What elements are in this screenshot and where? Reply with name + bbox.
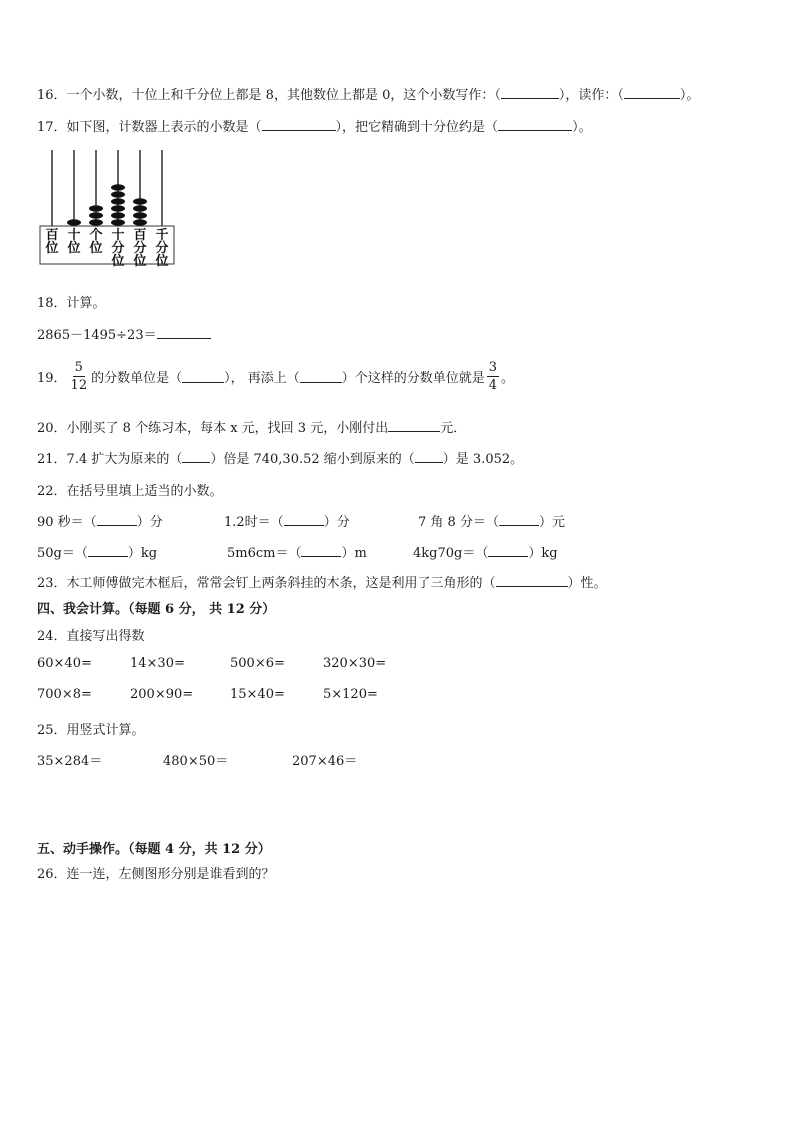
q19-frac1-denominator: 12 bbox=[70, 377, 88, 393]
q22-item-5 bbox=[227, 542, 367, 561]
q19-answer-blank-1[interactable] bbox=[182, 369, 224, 383]
abacus-label-char: 个 bbox=[89, 228, 103, 243]
abacus-bead bbox=[133, 205, 147, 211]
abacus-label-char: 位 bbox=[111, 254, 125, 269]
q17-end: ）。 bbox=[572, 120, 592, 135]
abacus-bead bbox=[111, 198, 125, 204]
q19-text2: ）， 再添上（ bbox=[224, 370, 300, 386]
q22-item-2-pre: 1.2时＝（ bbox=[224, 515, 284, 530]
q23-end: ）性。 bbox=[567, 576, 607, 591]
abacus-label-char: 十 bbox=[111, 228, 125, 243]
question-16 bbox=[37, 84, 699, 103]
q24-item: 500×6= bbox=[230, 656, 285, 671]
q22-item-2-post: ）分 bbox=[323, 515, 350, 530]
abacus-label-char: 百 bbox=[45, 228, 59, 243]
q22-item-5-blank[interactable] bbox=[301, 543, 341, 557]
q19-fraction-2 bbox=[487, 361, 499, 392]
abacus-base bbox=[40, 226, 174, 264]
q20-text: 20．小刚买了 8 个练习本，每本 x 元，找回 3 元，小刚付出 bbox=[37, 421, 389, 436]
abacus-bead bbox=[89, 212, 103, 218]
q22-item-4-post: ）kg bbox=[127, 546, 158, 561]
q20-end: 元． bbox=[440, 421, 467, 436]
section-5-heading: 五、动手操作。（每题 4 分，共 12 分） bbox=[37, 842, 271, 857]
abacus-label-char: 位 bbox=[67, 241, 81, 256]
q17-text: 17．如下图，计数器上表示的小数是（ bbox=[37, 120, 262, 135]
abacus-label-char: 位 bbox=[155, 254, 169, 269]
q21-end: ）是 3.052。 bbox=[442, 452, 524, 467]
q22-item-6-post: ）kg bbox=[528, 546, 558, 561]
q16-text: 16．一个小数，十位上和千分位上都是 8，其他数位上都是 0，这个小数写作：（ bbox=[37, 88, 501, 103]
question-18-expression bbox=[37, 324, 211, 343]
q25-item: 35×284＝ bbox=[37, 754, 103, 769]
q19-frac1-numerator: 5 bbox=[74, 359, 83, 375]
q22-item-4-pre: 50g＝（ bbox=[37, 546, 88, 561]
question-23 bbox=[37, 572, 607, 591]
q25-title: 25．用竖式计算。 bbox=[37, 723, 145, 738]
q18-title: 18．计算。 bbox=[37, 296, 106, 311]
q24-item: 14×30= bbox=[130, 656, 185, 671]
q24-item: 60×40= bbox=[37, 656, 92, 671]
abacus-label-char: 千 bbox=[155, 228, 169, 243]
question-17 bbox=[37, 116, 592, 135]
q16-answer-blank-1[interactable] bbox=[501, 85, 559, 99]
q17-answer-blank-1[interactable] bbox=[262, 117, 336, 131]
abacus-bead bbox=[111, 184, 125, 190]
q16-answer-blank-2[interactable] bbox=[624, 85, 680, 99]
question-20 bbox=[37, 417, 466, 436]
q25-item: 207×46＝ bbox=[292, 754, 358, 769]
q22-item-6-blank[interactable] bbox=[488, 543, 528, 557]
abacus-bead bbox=[89, 219, 103, 225]
q19-text3: ）个这样的分数单位就是 bbox=[341, 370, 485, 386]
q19-frac2-numerator: 3 bbox=[488, 359, 498, 375]
q22-item-5-post: ）m bbox=[341, 546, 367, 561]
abacus-bead bbox=[89, 205, 103, 211]
q22-item-3-pre: 7 角 8 分＝（ bbox=[418, 515, 499, 530]
q20-answer-blank[interactable] bbox=[388, 418, 440, 432]
q23-answer-blank[interactable] bbox=[496, 573, 568, 587]
q23-text: 23．木工师傅做完木框后，常常会钉上两条斜挂的木条，这是利用了三角形的（ bbox=[37, 576, 496, 591]
question-21 bbox=[37, 448, 523, 467]
q22-title: 22．在括号里填上适当的小数。 bbox=[37, 484, 223, 499]
q24-item: 320×30= bbox=[323, 656, 387, 671]
abacus-label-char: 位 bbox=[89, 241, 103, 256]
q24-item: 5×120= bbox=[323, 687, 378, 702]
q22-item-1-pre: 90 秒＝（ bbox=[37, 515, 97, 530]
q18-expr: 2865－1495÷23＝ bbox=[37, 328, 157, 343]
q22-item-6-pre: 4kg70g＝（ bbox=[413, 546, 489, 561]
q22-item-4 bbox=[37, 542, 157, 561]
q22-item-4-blank[interactable] bbox=[88, 543, 128, 557]
q22-item-3-blank[interactable] bbox=[499, 512, 539, 526]
q22-item-1-blank[interactable] bbox=[97, 512, 137, 526]
q22-item-2 bbox=[224, 511, 350, 530]
abacus-bead bbox=[133, 219, 147, 225]
q19-fraction-1 bbox=[69, 361, 90, 392]
section-4-heading: 四、我会计算。（每题 6 分， 共 12 分） bbox=[37, 602, 276, 617]
abacus-bead bbox=[67, 219, 81, 225]
q24-item: 700×8= bbox=[37, 687, 92, 702]
q22-item-1 bbox=[37, 511, 163, 530]
abacus-label-char: 位 bbox=[45, 241, 59, 256]
q21-answer-blank-2[interactable] bbox=[415, 449, 443, 463]
abacus-label-char: 分 bbox=[133, 241, 147, 256]
q17-mid: ），把它精确到十分位约是（ bbox=[335, 120, 499, 135]
q22-item-6 bbox=[413, 542, 558, 561]
abacus-label-char: 分 bbox=[111, 241, 125, 256]
q24-title: 24．直接写出得数 bbox=[37, 629, 145, 644]
abacus-bead bbox=[133, 198, 147, 204]
abacus-bead bbox=[111, 205, 125, 211]
q22-item-5-pre: 5m6cm＝（ bbox=[227, 546, 302, 561]
abacus-bead bbox=[111, 212, 125, 218]
q17-answer-blank-2[interactable] bbox=[498, 117, 572, 131]
q24-item: 15×40= bbox=[230, 687, 285, 702]
q22-item-1-post: ）分 bbox=[136, 515, 163, 530]
q19-frac2-denominator: 4 bbox=[488, 377, 498, 393]
q19-text1: 的分数单位是（ bbox=[91, 370, 183, 386]
abacus-bead bbox=[111, 191, 125, 197]
q22-item-3-post: ）元 bbox=[538, 515, 565, 530]
abacus-label-char: 百 bbox=[133, 228, 147, 243]
q16-mid: ），读作：（ bbox=[558, 88, 624, 103]
q21-answer-blank-1[interactable] bbox=[182, 449, 210, 463]
abacus-label-char: 位 bbox=[133, 254, 147, 269]
q19-end: 。 bbox=[501, 370, 515, 386]
q25-item: 480×50＝ bbox=[163, 754, 229, 769]
q19-prefix: 19． bbox=[37, 370, 67, 386]
q24-item: 200×90= bbox=[130, 687, 194, 702]
abacus-label-char: 分 bbox=[155, 241, 169, 256]
q22-item-2-blank[interactable] bbox=[284, 512, 324, 526]
q26-title: 26．连一连，左侧图形分别是谁看到的？ bbox=[37, 867, 275, 882]
q16-end: ）。 bbox=[679, 88, 700, 103]
abacus-bead bbox=[111, 219, 125, 225]
question-19 bbox=[37, 356, 514, 396]
abacus-bead bbox=[133, 212, 147, 218]
q22-item-3 bbox=[418, 511, 565, 530]
abacus-counter-figure bbox=[38, 148, 178, 276]
abacus-label-char: 十 bbox=[67, 228, 81, 243]
q18-answer-blank[interactable] bbox=[157, 325, 211, 339]
q21-text: 21．7.4 扩大为原来的（ bbox=[37, 452, 183, 467]
q19-answer-blank-2[interactable] bbox=[300, 369, 342, 383]
q21-mid: ）倍是 740,30.52 缩小到原来的（ bbox=[210, 452, 415, 467]
